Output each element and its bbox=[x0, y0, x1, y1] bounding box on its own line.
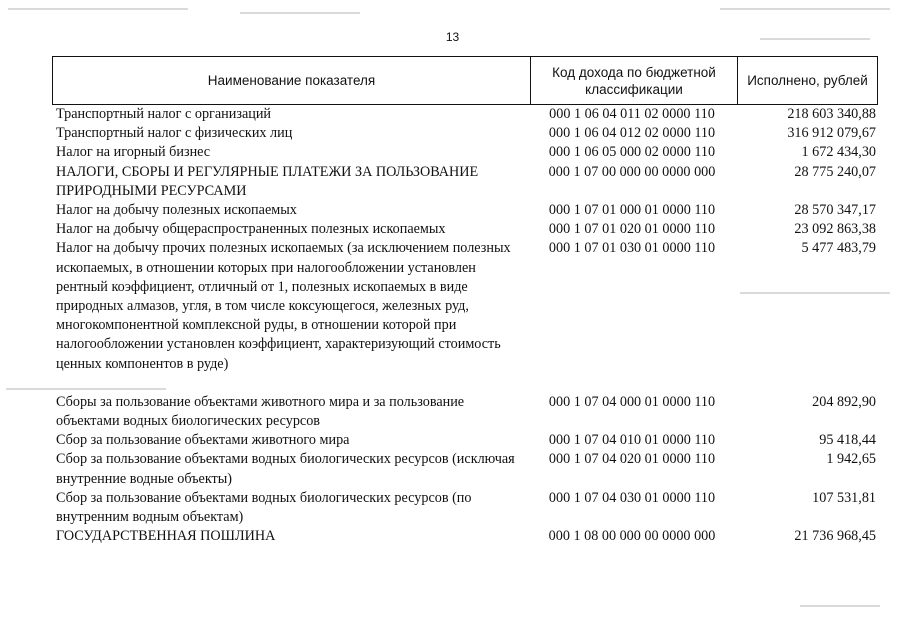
indicator-name: Налог на добычу общераспространенных полезных ископаемых bbox=[56, 221, 446, 238]
indicator-name: Сбор за пользование объектами животного мира bbox=[56, 432, 350, 449]
indicator-name: Налог на добычу прочих полезных ископаемых (за исключением полезных ископаемых, в отношении которых при налогообложении установлен рентный коэффициент, отличный от 1, полезных ископаемых в виде природных алмазов, угля, в том числе коксующегося, железных руд, многокомпонентной комплексной руды, в отношении которой при налогообложении установлен коэффициент, характеризующий стоимость ценных компонентов в руде) bbox=[56, 240, 511, 372]
header-indicator-name: Наименование показателя bbox=[53, 57, 531, 104]
executed-amount: 5 477 483,79 bbox=[801, 240, 876, 257]
indicator-name: Транспортный налог с организаций bbox=[56, 106, 272, 122]
scan-noise bbox=[8, 8, 188, 10]
executed-amount: 316 912 079,67 bbox=[787, 125, 876, 142]
table-row bbox=[52, 105, 878, 124]
indicator-name: Транспортный налог с физических лиц bbox=[56, 125, 293, 142]
table-header bbox=[52, 56, 878, 105]
revenue-code: 000 1 07 01 020 01 0000 110 bbox=[548, 221, 716, 238]
executed-amount: 21 736 968,45 bbox=[794, 528, 876, 545]
indicator-name: ГОСУДАРСТВЕННАЯ ПОШЛИНА bbox=[56, 528, 276, 545]
revenue-code: 000 1 07 04 010 01 0000 110 bbox=[548, 432, 716, 449]
executed-amount: 1 942,65 bbox=[826, 451, 876, 468]
table-row bbox=[52, 431, 878, 450]
header-executed-amount: Исполнено, рублей bbox=[747, 73, 868, 88]
table-row bbox=[52, 220, 878, 239]
revenue-code: 000 1 07 04 000 01 0000 110 bbox=[548, 393, 716, 410]
indicator-name: Налог на игорный бизнес bbox=[56, 144, 211, 161]
scan-noise bbox=[800, 605, 880, 607]
row-gap bbox=[52, 374, 878, 393]
table-row bbox=[52, 393, 878, 431]
revenue-code: 000 1 06 04 011 02 0000 110 bbox=[549, 106, 715, 122]
table-row bbox=[52, 124, 878, 143]
scan-noise bbox=[240, 12, 360, 14]
executed-amount: 218 603 340,88 bbox=[787, 106, 876, 122]
table-row bbox=[52, 201, 878, 220]
table-row bbox=[52, 239, 878, 373]
header-revenue-code: Код дохода по бюджетной классификации bbox=[531, 57, 738, 104]
indicator-name: Сбор за пользование объектами водных биологических ресурсов (исключая внутренние водные объекты) bbox=[56, 451, 515, 487]
indicator-name: Налог на добычу полезных ископаемых bbox=[56, 202, 297, 219]
revenue-code: 000 1 07 01 000 01 0000 110 bbox=[548, 202, 716, 219]
indicator-name: Сборы за пользование объектами животного мира и за пользование объектами водных биологических ресурсов bbox=[56, 393, 465, 430]
executed-amount: 107 531,81 bbox=[812, 489, 876, 506]
table-body bbox=[52, 105, 878, 546]
executed-amount: 204 892,90 bbox=[812, 393, 876, 410]
revenue-code: 000 1 06 05 000 02 0000 110 bbox=[548, 144, 716, 161]
page-number: 13 bbox=[445, 30, 460, 44]
indicator-name: НАЛОГИ, СБОРЫ И РЕГУЛЯРНЫЕ ПЛАТЕЖИ ЗА ПОЛЬЗОВАНИЕ ПРИРОДНЫМИ РЕСУРСАМИ bbox=[56, 163, 479, 199]
table-row bbox=[52, 143, 878, 162]
table-row bbox=[52, 489, 878, 527]
table-row bbox=[52, 163, 878, 201]
revenue-code: 000 1 08 00 000 00 0000 000 bbox=[548, 528, 716, 545]
revenue-code: 000 1 06 04 012 02 0000 110 bbox=[548, 125, 716, 142]
table-row bbox=[52, 450, 878, 488]
executed-amount: 28 570 347,17 bbox=[794, 202, 876, 219]
revenue-code: 000 1 07 04 030 01 0000 110 bbox=[548, 489, 716, 506]
revenue-code: 000 1 07 01 030 01 0000 110 bbox=[548, 240, 716, 257]
scan-noise bbox=[720, 8, 890, 10]
revenue-table bbox=[52, 56, 878, 546]
revenue-code: 000 1 07 00 000 00 0000 000 bbox=[548, 163, 716, 180]
executed-amount: 1 672 434,30 bbox=[801, 144, 876, 161]
table-row bbox=[52, 527, 878, 546]
executed-amount: 23 092 863,38 bbox=[794, 221, 876, 238]
executed-amount: 95 418,44 bbox=[819, 432, 876, 449]
revenue-code: 000 1 07 04 020 01 0000 110 bbox=[548, 451, 716, 468]
indicator-name: Сбор за пользование объектами водных биологических ресурсов (по внутренним водным объектам) bbox=[56, 489, 472, 526]
executed-amount: 28 775 240,07 bbox=[794, 163, 876, 180]
